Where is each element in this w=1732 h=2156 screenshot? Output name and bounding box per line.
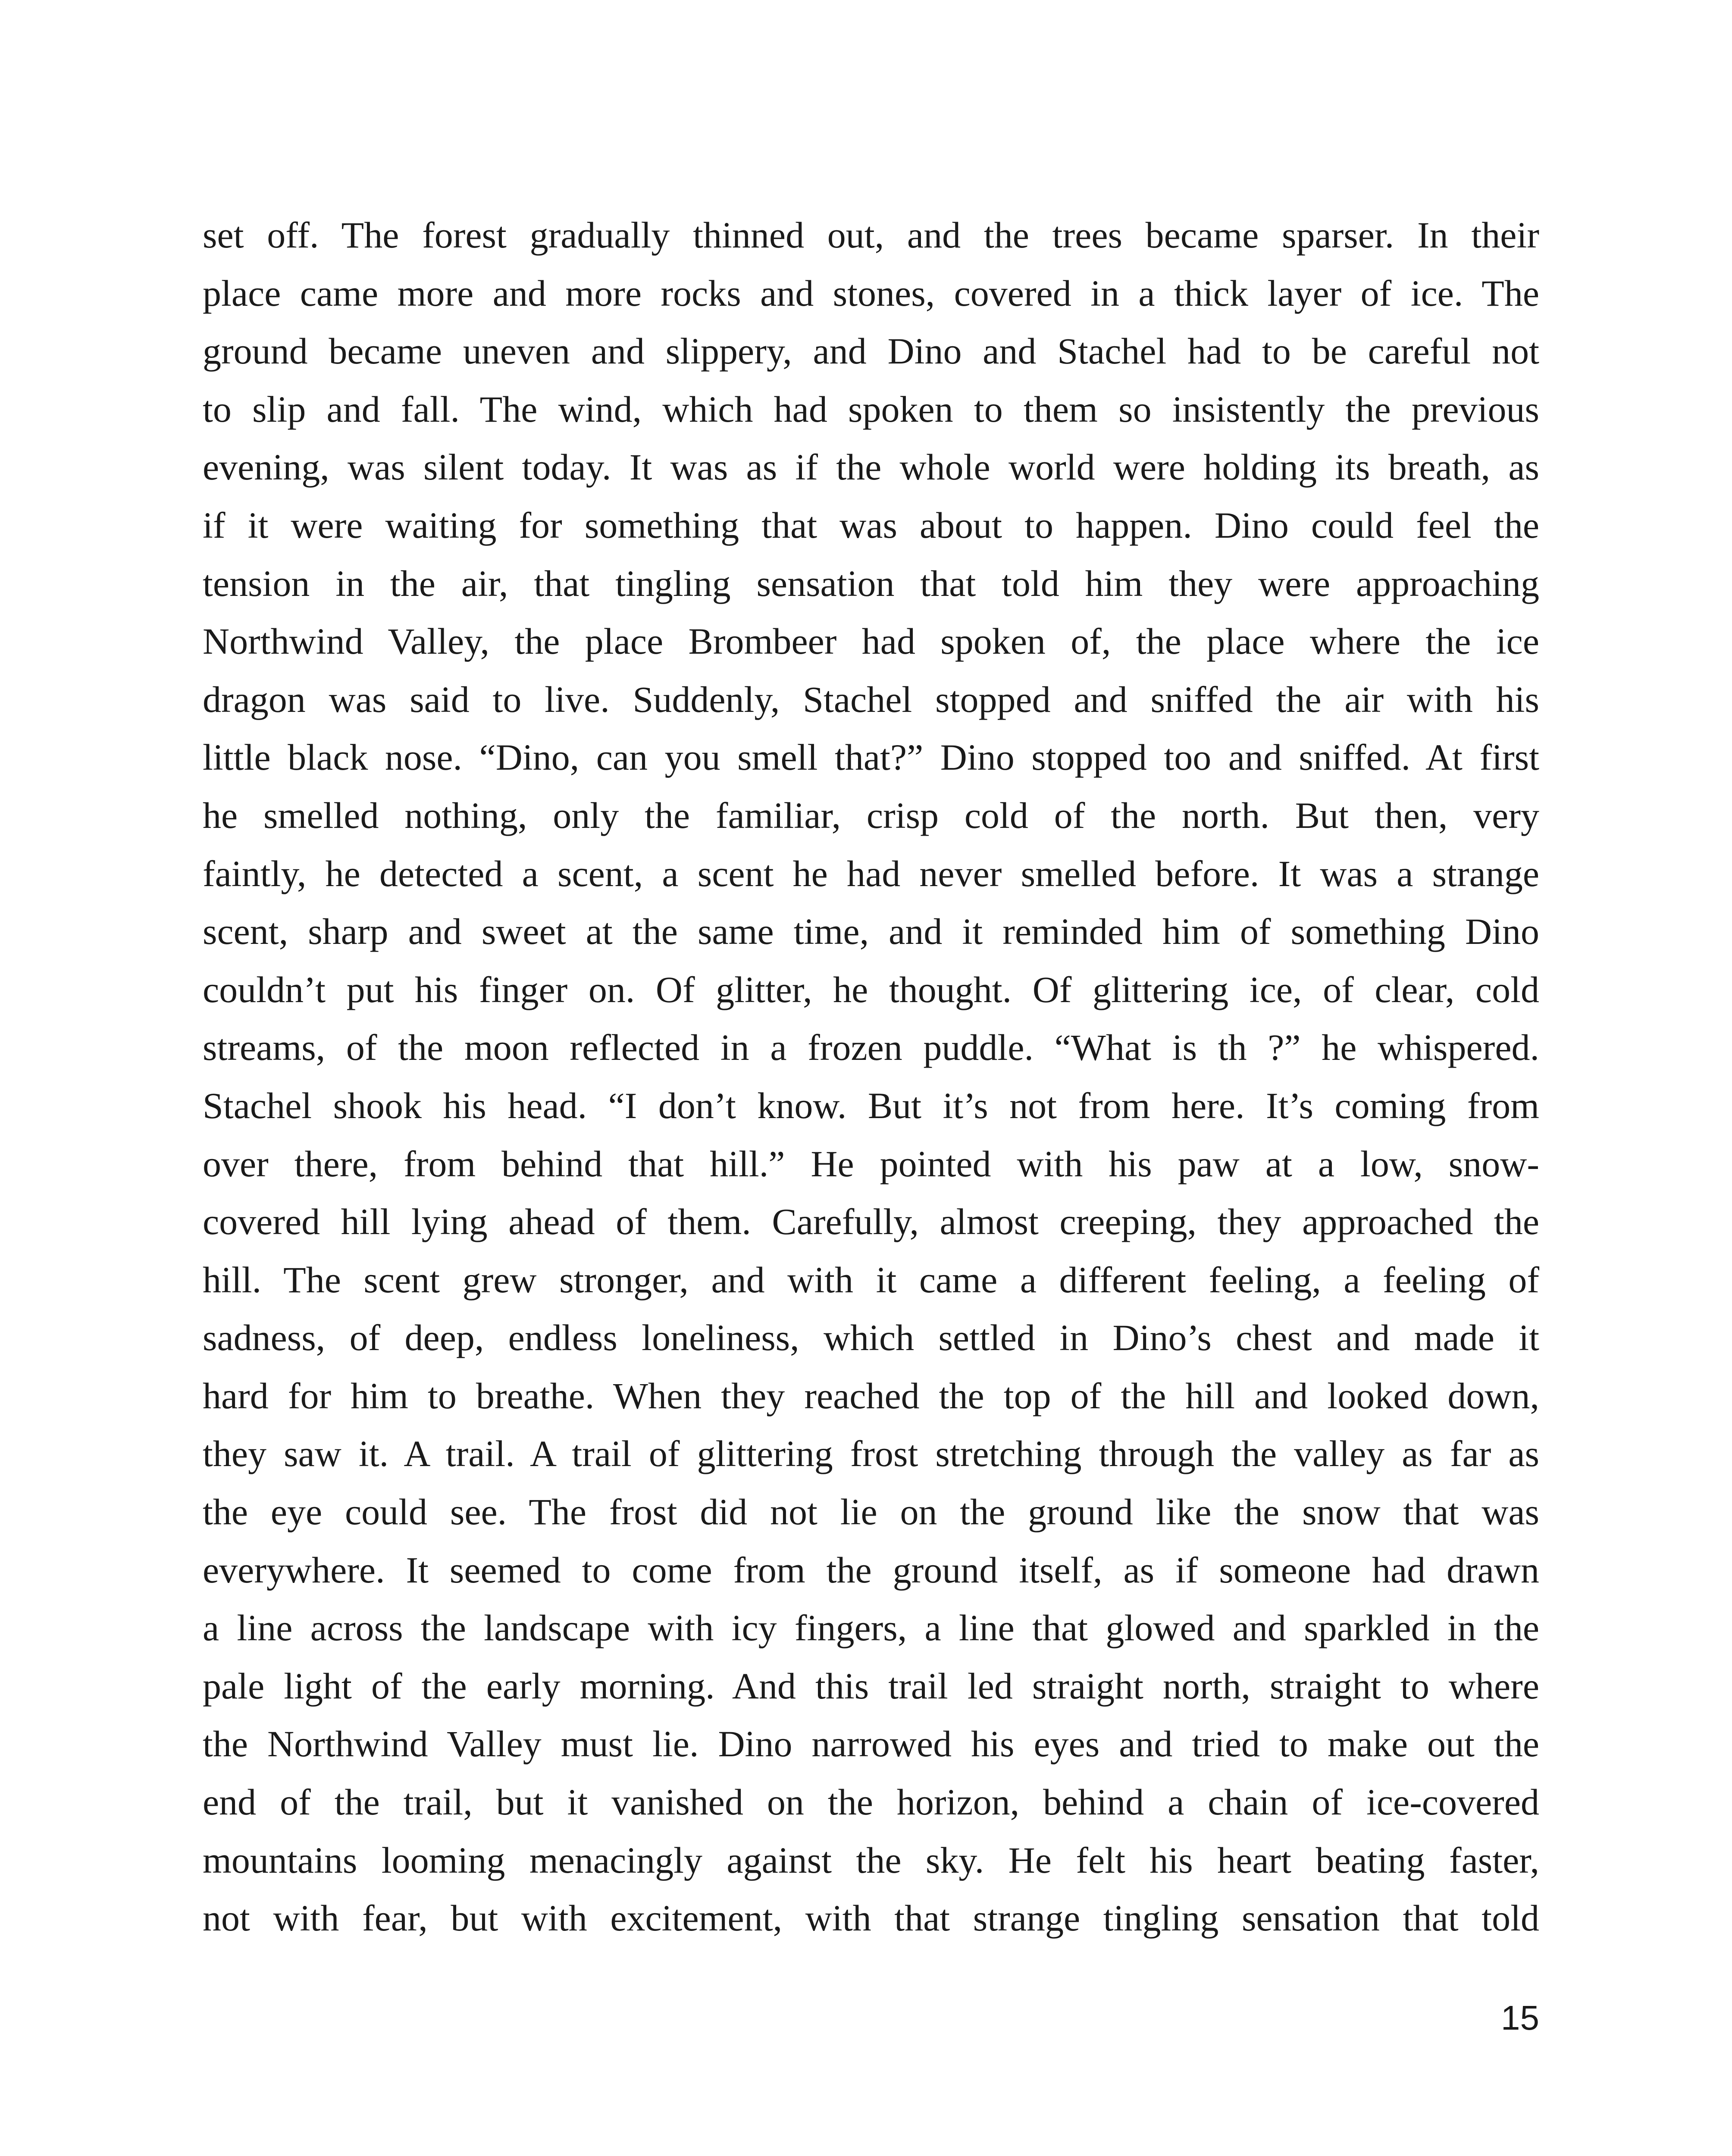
text-line: end of the trail, but it vanished on the horizon, behind a chain of ice-covered (203, 1781, 1539, 1823)
text-line: the Northwind Valley must lie. Dino narrowed his eyes and tried to make out the (203, 1723, 1539, 1765)
text-line: not with fear, but with excitement, with that strange tingling sensation that told (203, 1897, 1539, 1939)
text-line: tension in the air, that tingling sensation that told him they were approaching (203, 562, 1539, 604)
text-line: hard for him to breathe. When they reached the top of the hill and looked down, (203, 1375, 1539, 1416)
text-line: he smelled nothing, only the familiar, crisp cold of the north. But then, very (203, 794, 1539, 836)
text-line: dragon was said to live. Suddenly, Stachel stopped and sniffed the air with his (203, 678, 1539, 720)
text-line: covered hill lying ahead of them. Carefully, almost creeping, they approached the (203, 1201, 1539, 1243)
text-line: to slip and fall. The wind, which had spoken to them so insistently the previous (203, 388, 1539, 430)
text-line: they saw it. A trail. A trail of glittering frost stretching through the valley as far as (203, 1433, 1539, 1475)
text-line: streams, of the moon reflected in a frozen puddle. “What is th ?” he whispered. (203, 1027, 1539, 1069)
text-line: a line across the landscape with icy fingers, a line that glowed and sparkled in the (203, 1607, 1539, 1649)
text-line: faintly, he detected a scent, a scent he had never smelled before. It was a strange (203, 852, 1539, 894)
text-line: set off. The forest gradually thinned out, and the trees became sparser. In their (203, 214, 1539, 256)
text-line: place came more and more rocks and stones, covered in a thick layer of ice. The (203, 272, 1539, 314)
text-line: hill. The scent grew stronger, and with it came a different feeling, a feeling of (203, 1259, 1539, 1300)
text-line: couldn’t put his finger on. Of glitter, he thought. Of glittering ice, of clear, cold (203, 968, 1539, 1010)
text-line: scent, sharp and sweet at the same time, and it reminded him of something Dino (203, 911, 1539, 953)
text-line: mountains looming menacingly against the sky. He felt his heart beating faster, (203, 1839, 1539, 1881)
body-text (203, 206, 1539, 1947)
text-line: everywhere. It seemed to come from the ground itself, as if someone had drawn (203, 1549, 1539, 1591)
text-line: sadness, of deep, endless loneliness, which settled in Dino’s chest and made it (203, 1317, 1539, 1359)
text-line: the eye could see. The frost did not lie on the ground like the snow that was (203, 1491, 1539, 1533)
text-line: Stachel shook his head. “I don’t know. But it’s not from here. It’s coming from (203, 1084, 1539, 1126)
text-line: ground became uneven and slippery, and Dino and Stachel had to be careful not (203, 330, 1539, 372)
text-line: little black nose. “Dino, can you smell that?” Dino stopped too and sniffed. At first (203, 736, 1539, 778)
text-line: Northwind Valley, the place Brombeer had spoken of, the place where the ice (203, 620, 1539, 662)
text-line: pale light of the early morning. And this trail led straight north, straight to where (203, 1665, 1539, 1707)
text-line: evening, was silent today. It was as if the whole world were holding its breath, as (203, 446, 1539, 488)
text-line: over there, from behind that hill.” He pointed with his paw at a low, snow- (203, 1143, 1539, 1185)
page-number: 15 (1501, 1999, 1539, 2037)
text-line: if it were waiting for something that was about to happen. Dino could feel the (203, 504, 1539, 546)
